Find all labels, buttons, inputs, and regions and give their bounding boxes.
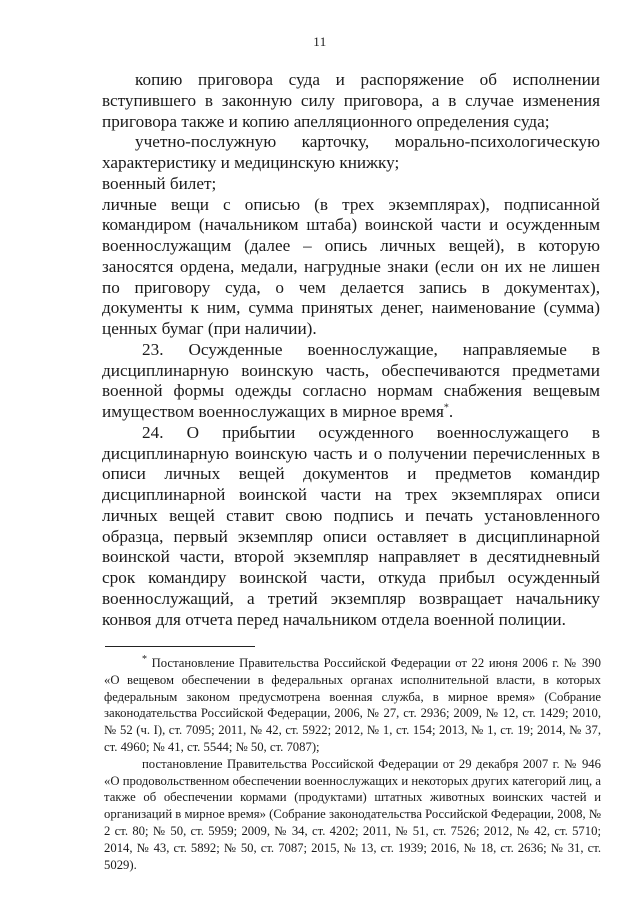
footnote-1 — [104, 655, 601, 756]
paragraph-24: 24. О прибытии осужденного военнослужащего в дисциплинарную воинскую часть и о получении перечисленных в описи личных вещей документов и предметов командир дисциплинарной воинской части на трех экземплярах описи личных вещей ставит свою подпись и печать установленного образца, первый экземпляр описи оставляет в дисциплинарной воинской части, второй экземпляр направляет в десятидневный срок командиру воинской части, откуда прибыл осужденный военнослужащий, а третий экземпляр возвращает начальнику конвоя для отчета перед начальником отдела военной полиции. — [102, 422, 600, 629]
footnotes — [104, 655, 601, 873]
paragraph-service-card: учетно-послужную карточку, морально-психологическую характеристику и медицинскую книжку; — [102, 132, 600, 172]
paragraph-23 — [102, 340, 600, 423]
main-text — [102, 70, 600, 630]
paragraph-23-text: 23. Осужденные военнослужащие, направляемые в дисциплинарную воинскую часть, обеспечиваются предметами военной формы одежды согласно нормам снабжения вещевым имуществом военнослужащих в мирное время — [102, 339, 600, 421]
footnote-marker: * — [443, 402, 449, 414]
paragraph-personal-items: личные вещи с описью (в трех экземплярах), подписанной командиром (начальником штаба) воинской части и осужденным военнослужащим (далее – опись личных вещей), в которую заносятся ордена, медали, нагрудные знаки (если он их не лишен по приговору суда, о чем делается запись в документах), документы к ним, сумма принятых денег, наименование (сумма) ценных бумаг (при наличии). — [102, 194, 600, 338]
footnote-divider — [105, 646, 255, 647]
footnote-1-text: Постановление Правительства Российской Федерации от 22 июня 2006 г. № 390 «О вещевом обеспечении в федеральных органах исполнительной власти, в которых федеральным законом предусмотрена военная служба, в мирное время» (Собрание законодательства Российской Федерации, 2006, № 27, ст. 2936; 2009, № 12, ст. 1429; 2010, № 52 (ч. I), ст. 7095; 2011, № 42, ст. 5922; 2012, № 1, ст. 154; 2013, № 1, ст. 19; 2014, № 37, ст. 4960; № 41, ст. 5544; № 50, ст. 7087); — [104, 656, 601, 754]
paragraph-sentence-copy: копию приговора суда и распоряжение об исполнении вступившего в законную силу приговора, а в случае изменения приговора также и копию апелляционного определения суда; — [102, 70, 600, 131]
footnote-1-marker: * — [142, 653, 147, 665]
page-number: 11 — [313, 34, 327, 49]
paragraph-23-end: . — [448, 402, 454, 421]
paragraph-military-id: военный билет; — [102, 173, 217, 193]
footnote-2: постановление Правительства Российской Федерации от 29 декабря 2007 г. № 946 «О продовольственном обеспечении военнослужащих и некоторых других категорий лиц, а также об обеспечении кормами (продуктами) штатных животных воинских частей и организаций в мирное время» (Собрание законодательства Российской Федерации, 2008, № 2 ст. 80; № 50, ст. 5959; 2009, № 34, ст. 4202; 2011, № 51, ст. 7526; 2012, № 42, ст. 5710; 2014, № 43, ст. 5892; № 50, ст. 7087; 2015, № 13, ст. 1939; 2016, № 18, ст. 2636; № 31, ст. 5029). — [104, 756, 601, 872]
